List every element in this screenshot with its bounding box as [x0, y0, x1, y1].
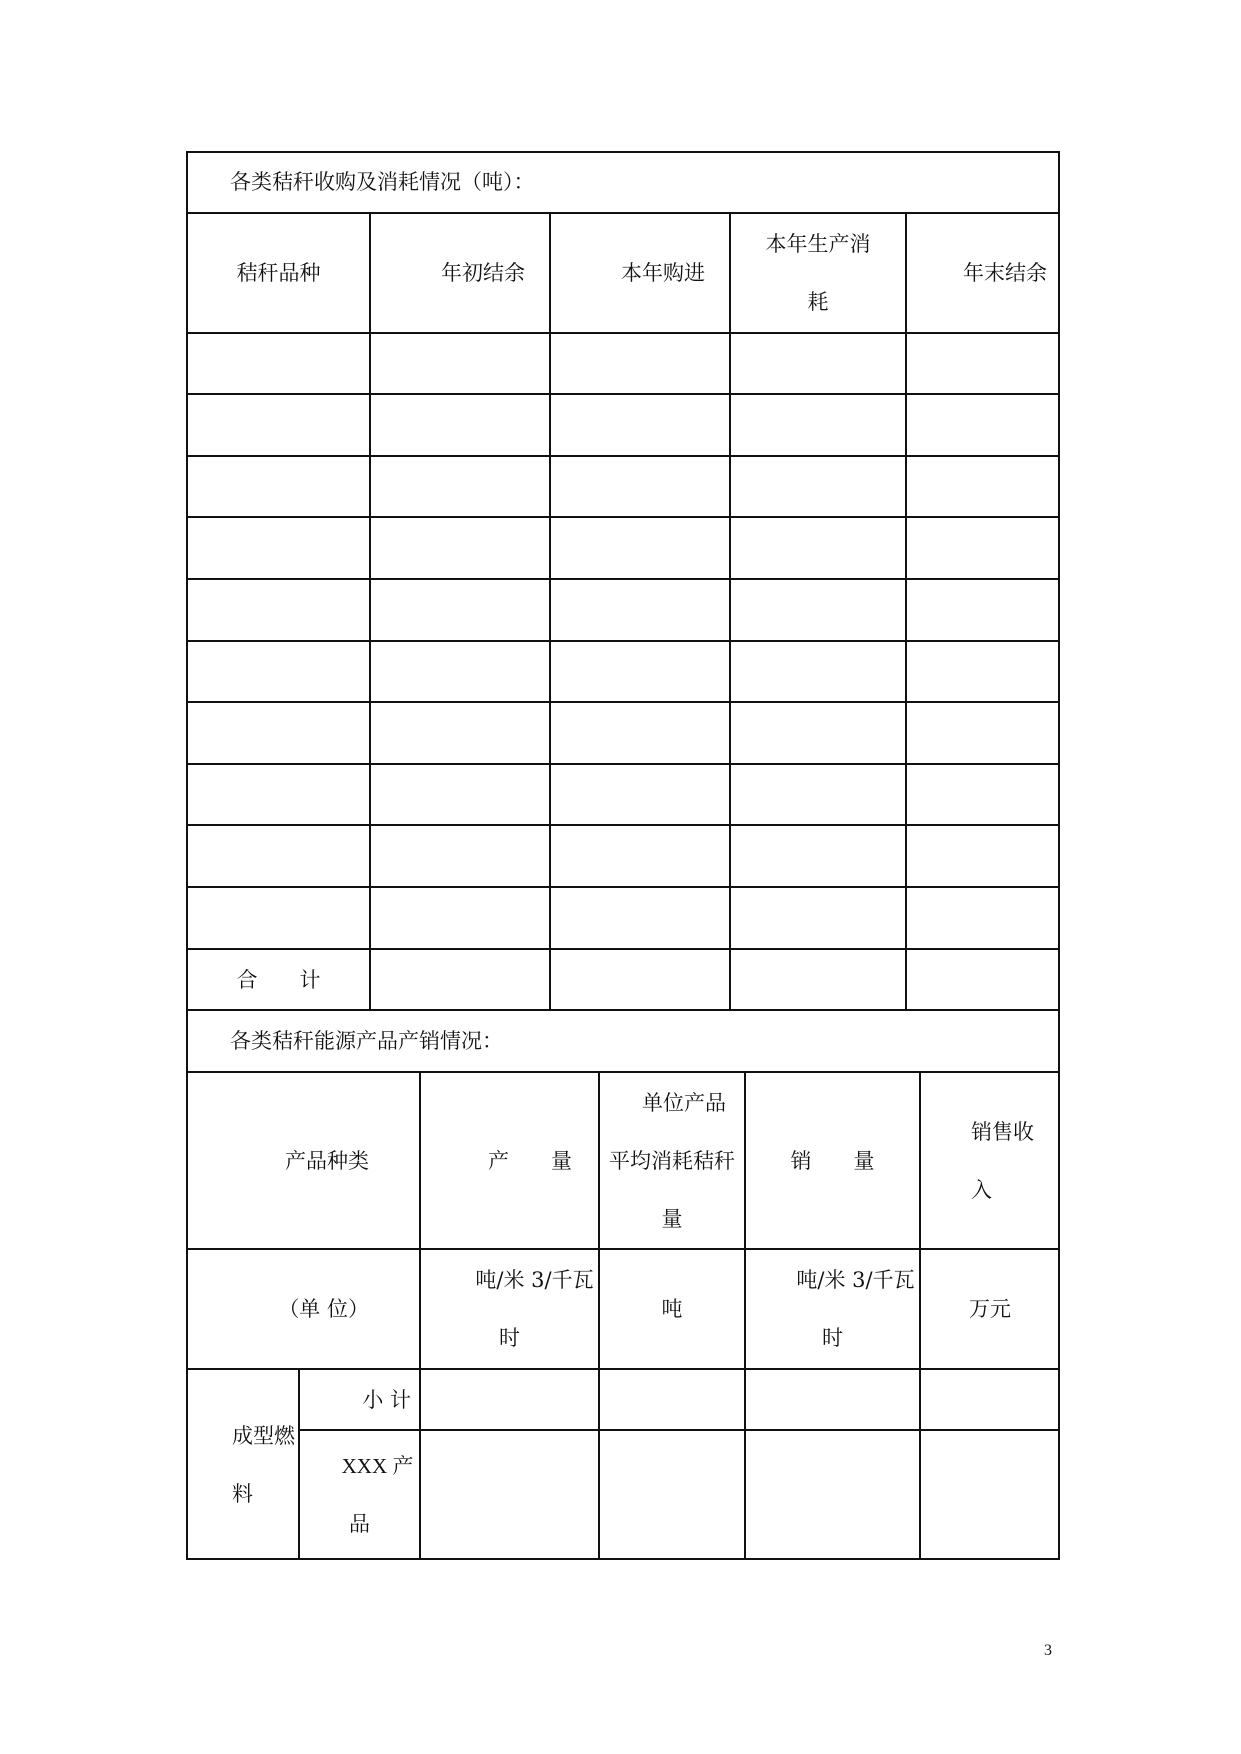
item-label-line2: 品: [349, 1512, 370, 1536]
unit-label: （单 位）: [278, 1297, 369, 1321]
rule: [186, 763, 1060, 765]
header-consumption-line2: 耗: [807, 290, 829, 314]
rule: [186, 886, 1060, 888]
header-income-line1: 销售收: [971, 1119, 1034, 1144]
header-sales: 销 量: [790, 1148, 875, 1173]
subtotal-label: 小 计: [362, 1387, 411, 1412]
header-avg-line1: 单位产品: [642, 1090, 726, 1115]
item-label: [300, 1431, 419, 1559]
header-closing-balance: 年末结余: [963, 261, 1047, 285]
header-income-line2: 入: [971, 1177, 992, 1202]
header-purchased: 本年购进: [621, 261, 705, 285]
unit-sales: [746, 1250, 919, 1368]
group-label-line2: 料: [232, 1481, 253, 1506]
header-avg-line2: 平均消耗秸秆: [609, 1148, 735, 1173]
item-label-line1: XXX 产: [341, 1454, 414, 1478]
header-consumption-line1: 本年生产消: [765, 232, 871, 256]
header-opening-balance: 年初结余: [441, 261, 525, 285]
header-consumption: [731, 214, 905, 332]
unit-output-line1: 吨/米 3/千瓦: [475, 1268, 594, 1292]
unit-sales-line1: 吨/米 3/千瓦: [796, 1268, 915, 1292]
group-briquette-fuel: [188, 1370, 298, 1559]
rule: [186, 701, 1060, 703]
total-label: 合 计: [236, 967, 321, 992]
unit-output-line2: 时: [499, 1326, 520, 1350]
header-avg-line3: 量: [661, 1206, 683, 1231]
header-product-type: 产品种类: [285, 1148, 369, 1173]
page-number: 3: [1044, 1642, 1052, 1659]
unit-avg: 吨: [661, 1297, 683, 1321]
section2-title: 各类秸秆能源产品产销情况：: [230, 1029, 503, 1053]
rule: [186, 578, 1060, 580]
rule: [186, 824, 1060, 826]
unit-sales-line2: 时: [822, 1326, 843, 1350]
rule: [186, 332, 1060, 334]
header-income: [921, 1073, 1059, 1248]
header-output: 产 量: [488, 1148, 572, 1173]
header-avg-consumption: [600, 1073, 744, 1248]
unit-output: [421, 1250, 598, 1368]
rule: [186, 393, 1060, 395]
header-straw-type: 秸秆品种: [236, 261, 321, 285]
rule: [186, 516, 1060, 518]
section1-title: 各类秸秆收购及消耗情况（吨）：: [230, 170, 535, 194]
group-label-line1: 成型燃: [232, 1423, 295, 1448]
rule: [186, 640, 1060, 642]
rule: [186, 455, 1060, 457]
unit-income: 万元: [969, 1297, 1011, 1321]
